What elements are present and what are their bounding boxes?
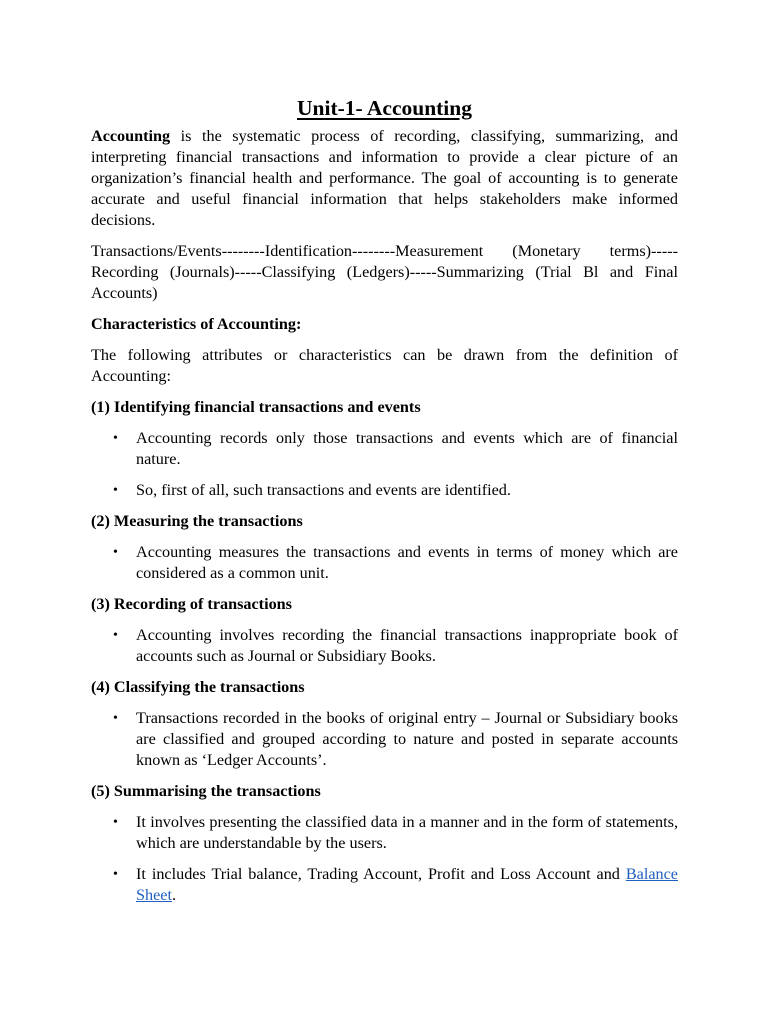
list-item-text-suffix: . bbox=[171, 886, 177, 904]
list-item-text: Transactions recorded in the books of original entry – Journal or Subsidiary books are classified and grouped according to nature and posted in separate accounts known as ‘Ledger Accounts’. bbox=[136, 709, 678, 769]
balance-sheet-link[interactable]: Balance Sheet bbox=[136, 865, 678, 904]
list-item bbox=[91, 480, 678, 501]
section-heading-identifying: (1) Identifying financial transactions and events bbox=[91, 398, 421, 416]
list-item bbox=[91, 708, 678, 771]
section-list-summarising bbox=[91, 812, 678, 906]
bullet-icon: • bbox=[113, 628, 118, 643]
section-list-identifying bbox=[91, 428, 678, 501]
process-flow-paragraph: Transactions/Events--------Identification--------Measurement (Monetary terms)-----Recording (Journals)-----Classifying (Ledgers)-----Summarizing (Trial Bl and Final Accounts) bbox=[91, 242, 678, 302]
list-item bbox=[91, 625, 678, 667]
list-item-text-prefix: It includes Trial balance, Trading Account, Profit and Loss Account and bbox=[136, 865, 626, 883]
intro-text: is the systematic process of recording, classifying, summarizing, and interpreting financial transactions and information to provide a clear picture of an organization’s financial health and performance. The goal of accounting is to generate accurate and useful financial information that helps stakeholders make informed decisions. bbox=[91, 127, 678, 229]
bullet-icon: • bbox=[113, 867, 118, 882]
section-heading-measuring: (2) Measuring the transactions bbox=[91, 512, 303, 530]
bullet-icon: • bbox=[113, 815, 118, 830]
section-heading-classifying: (4) Classifying the transactions bbox=[91, 678, 305, 696]
bullet-icon: • bbox=[113, 545, 118, 560]
intro-paragraph bbox=[91, 126, 678, 231]
list-item-text: It involves presenting the classified data in a manner and in the form of statements, which are understandable by the users. bbox=[136, 813, 678, 852]
list-item bbox=[91, 864, 678, 906]
section-heading-recording: (3) Recording of transactions bbox=[91, 595, 292, 613]
characteristics-intro: The following attributes or characteristics can be drawn from the definition of Accounting: bbox=[91, 346, 678, 385]
bullet-icon: • bbox=[113, 431, 118, 446]
list-item-text: Accounting involves recording the financial transactions inappropriate book of accounts such as Journal or Subsidiary Books. bbox=[136, 626, 678, 665]
bullet-icon: • bbox=[113, 483, 118, 498]
list-item bbox=[91, 428, 678, 470]
list-item-text: Accounting measures the transactions and events in terms of money which are considered as a common unit. bbox=[136, 543, 678, 582]
bullet-icon: • bbox=[113, 711, 118, 726]
section-list-recording bbox=[91, 625, 678, 667]
section-heading-summarising: (5) Summarising the transactions bbox=[91, 782, 321, 800]
intro-term: Accounting bbox=[91, 127, 171, 145]
section-list-classifying bbox=[91, 708, 678, 771]
list-item-text: So, first of all, such transactions and events are identified. bbox=[136, 481, 511, 499]
page-title: Unit-1- Accounting bbox=[297, 96, 472, 120]
characteristics-heading: Characteristics of Accounting: bbox=[91, 315, 302, 333]
section-list-measuring bbox=[91, 542, 678, 584]
list-item bbox=[91, 542, 678, 584]
list-item bbox=[91, 812, 678, 854]
list-item-text: Accounting records only those transactions and events which are of financial nature. bbox=[136, 429, 678, 468]
